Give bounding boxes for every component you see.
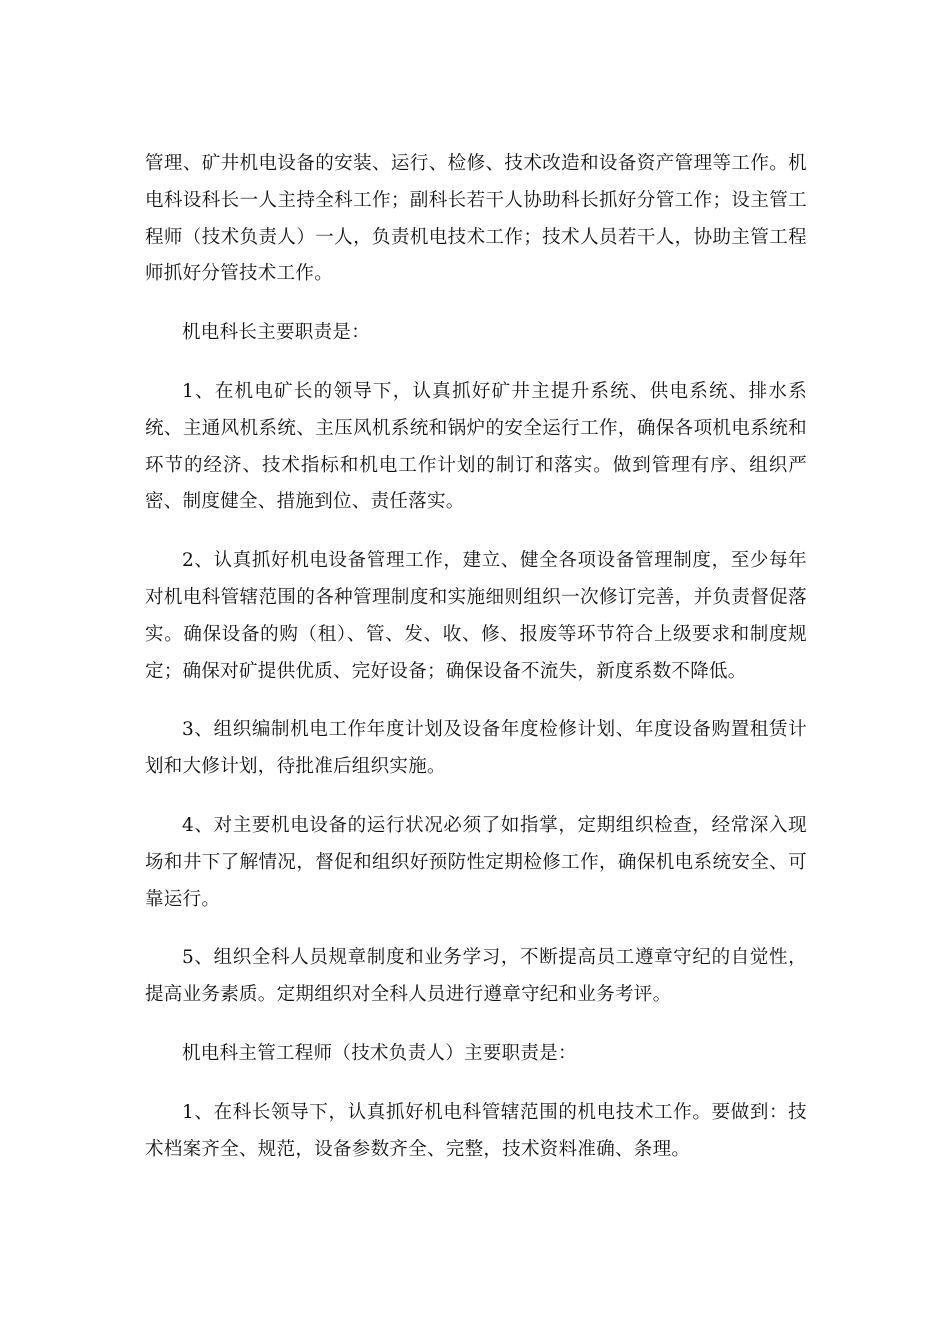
paragraph-engineer-heading: 机电科主管工程师（技术负责人）主要职责是： bbox=[182, 1042, 577, 1064]
paragraph-chief-duty-4: 4、对主要机电设备的运行状况必须了如指掌，定期组织检查，经常深入现场和井下了解情况，督促和组织好预防性定期检修工作，确保机电系统安全、可靠运行。 bbox=[145, 814, 807, 910]
paragraph-section-chief-heading: 机电科长主要职责是： bbox=[182, 322, 371, 344]
document-body bbox=[145, 146, 807, 1190]
paragraph-chief-duty-5: 5、组织全科人员规章制度和业务学习，不断提高员工遵章守纪的自觉性，提高业务素质。定期组织对全科人员进行遵章守纪和业务考评。 bbox=[145, 947, 807, 1006]
paragraph-chief-duty-3: 3、组织编制机电工作年度计划及设备年度检修计划、年度设备购置租赁计划和大修计划，待批准后组织实施。 bbox=[145, 719, 807, 778]
paragraph-chief-duty-2: 2、认真抓好机电设备管理工作，建立、健全各项设备管理制度，至少每年对机电科管辖范围的各种管理制度和实施细则组织一次修订完善，并负责督促落实。确保设备的购（租）、管、发、收、修、报废等环节符合上级要求和制度规定；确保对矿提供优质、完好设备；确保设备不流失，新度系数不降低。 bbox=[145, 550, 807, 682]
paragraph-engineer-duty-1: 1、在科长领导下，认真抓好机电科管辖范围的机电技术工作。要做到：技术档案齐全、规范，设备参数齐全、完整，技术资料准确、条理。 bbox=[145, 1101, 807, 1160]
paragraph-chief-duty-1: 1、在机电矿长的领导下，认真抓好矿井主提升系统、供电系统、排水系统、主通风机系统、主压风机系统和锅炉的安全运行工作，确保各项机电系统和环节的经济、技术指标和机电工作计划的制订和落实。做到管理有序、组织严密、制度健全、措施到位、责任落实。 bbox=[145, 380, 807, 513]
paragraph-department-overview: 管理、矿井机电设备的安装、运行、检修、技术改造和设备资产管理等工作。机电科设科长一人主持全科工作；副科长若干人协助科长抓好分管工作；设主管工程师（技术负责人）一人，负责机电技术工作；技术人员若干人，协助主管工程师抓好分管技术工作。 bbox=[145, 153, 807, 285]
